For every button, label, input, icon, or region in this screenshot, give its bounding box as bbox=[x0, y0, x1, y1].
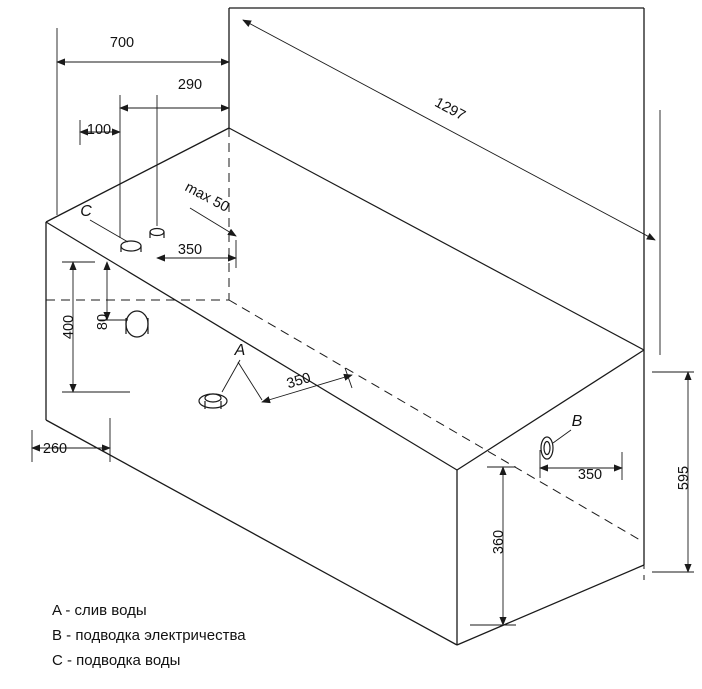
callout-a: A bbox=[234, 342, 246, 359]
top-rim-edge bbox=[46, 128, 644, 470]
hidden-lines bbox=[46, 128, 644, 580]
dimension-595: 595 bbox=[676, 465, 692, 491]
dimension-700: 700 bbox=[109, 35, 135, 51]
legend-item-a: A - слив воды bbox=[52, 602, 147, 619]
callout-leaders bbox=[90, 220, 571, 443]
legend-item-c: C - подводка воды bbox=[52, 652, 181, 669]
dimension-290: 290 bbox=[177, 77, 203, 93]
dimension-max-50: max 50 bbox=[182, 179, 232, 216]
fitting-c-water bbox=[121, 229, 164, 338]
dimension-360: 360 bbox=[491, 529, 507, 555]
legend bbox=[52, 598, 452, 673]
legend-item-b: B - подводка электричества bbox=[52, 627, 246, 644]
dimension-350-top: 350 bbox=[177, 242, 203, 258]
callout-c: C bbox=[80, 203, 92, 220]
dimension-350-right: 350 bbox=[577, 467, 603, 483]
fitting-b-electric bbox=[541, 437, 553, 459]
dimension-80: 80 bbox=[95, 313, 111, 331]
dimension-260: 260 bbox=[42, 441, 68, 457]
dimension-400: 400 bbox=[61, 314, 77, 340]
dimension-100: 100 bbox=[86, 122, 112, 138]
callout-b: B bbox=[571, 413, 583, 430]
dimension-1297: 1297 bbox=[431, 94, 468, 125]
fitting-a-drain bbox=[199, 394, 227, 409]
dimension-350-mid: 350 bbox=[284, 369, 313, 393]
